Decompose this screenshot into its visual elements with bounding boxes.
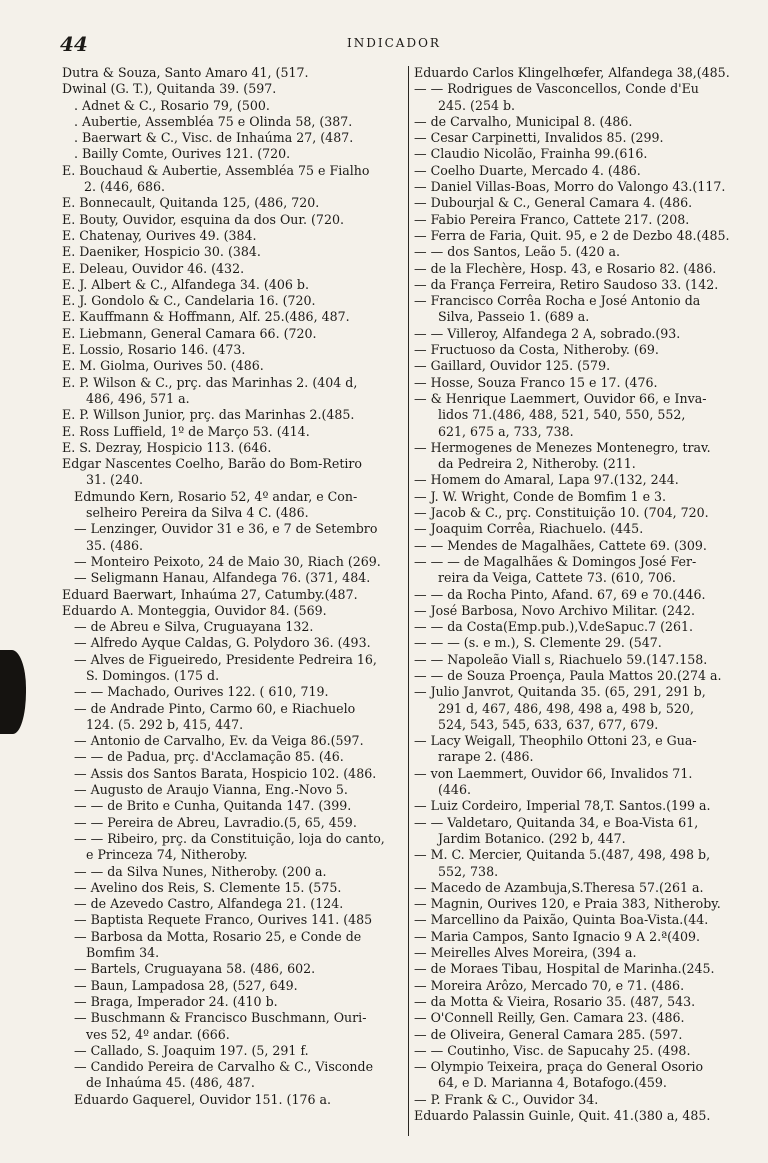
directory-entry-line: — — — (s. e m.), S. Clemente 29. (547. [414, 635, 662, 651]
directory-entry-line: reira da Veiga, Cattete 73. (610, 706. [438, 570, 676, 586]
directory-entry-line: — Julio Janvrot, Quitanda 35. (65, 291, 291 b, [414, 684, 706, 700]
directory-entry-line: — — da Rocha Pinto, Afand. 67, 69 e 70.(446. [414, 586, 706, 602]
directory-entry-line: — Hosse, Souza Franco 15 e 17. (476. [414, 374, 658, 390]
directory-entry-line: — Callado, S. Joaquim 197. (5, 291 f. [74, 1042, 309, 1058]
directory-entry-line: — Olympio Teixeira, praça do General Osorio [414, 1059, 704, 1075]
directory-entry-line: — — da Silva Nunes, Nitheroby. (200 a. [74, 863, 327, 879]
directory-entry-line: — J. W. Wright, Conde de Bomfim 1 e 3. [414, 488, 667, 504]
directory-entry-line: — Marcellino da Paixão, Quinta Boa-Vista.(44. [414, 912, 709, 928]
directory-entry-line: 621, 675 a, 733, 738. [438, 423, 574, 439]
directory-entry-line: — — de Brito e Cunha, Quitanda 147. (399. [74, 798, 352, 814]
directory-entry-line: E. Chatenay, Ourives 49. (384. [62, 227, 257, 243]
directory-entry-line: . Baerwart & C., Visc. de Inhaúma 27, (487. [74, 130, 354, 146]
directory-entry-line: de Inhaúma 45. (486, 487. [86, 1075, 255, 1091]
directory-entry-line: 124. (5. 292 b, 415, 447. [86, 716, 244, 732]
directory-entry-line: — — de Padua, prç. d'Acclamação 85. (46. [74, 749, 344, 765]
directory-entry-line: — Ferra de Faria, Quit. 95, e 2 de Dezbo 48.(485. [414, 227, 730, 243]
directory-entry-line: — Buschmann & Francisco Buschmann, Ouri- [74, 1010, 367, 1026]
directory-entry-line: — Avelino dos Reis, S. Clemente 15. (575. [74, 879, 342, 895]
directory-entry-line: . Adnet & C., Rosario 79, (500. [74, 97, 270, 113]
directory-entry-line: Eduard Baerwart, Inhaúma 27, Catumby.(487. [62, 586, 358, 602]
directory-entry-line: — Candido Pereira de Carvalho & C., Visconde [74, 1059, 374, 1075]
directory-entry-line: (446. [438, 782, 471, 798]
directory-entry-line: 552, 738. [438, 863, 499, 879]
directory-entry-line: — de Moraes Tibau, Hospital de Marinha.(245. [414, 961, 715, 977]
directory-entry-line: — von Laemmert, Ouvidor 66, Invalidos 71. [414, 765, 693, 781]
directory-entry-line: — Cesar Carpinetti, Invalidos 85. (299. [414, 130, 664, 146]
directory-entry-line: — O'Connell Reilly, Gen. Camara 23. (486. [414, 1010, 685, 1026]
directory-entry-line: lidos 71.(486, 488, 521, 540, 550, 552, [438, 407, 686, 423]
directory-entry-line: Eduardo Gaquerel, Ouvidor 151. (176 a. [74, 1091, 331, 1107]
directory-entry-line: — — Pereira de Abreu, Lavradio.(5, 65, 459. [74, 814, 357, 830]
directory-entry-line: e Princeza 74, Nitheroby. [86, 847, 248, 863]
directory-entry-line: da Pedreira 2, Nitheroby. (211. [438, 456, 636, 472]
directory-entry-line: E. Daeniker, Hospicio 30. (384. [62, 244, 261, 260]
directory-entry-line: — Baptista Requete Franco, Ourives 141. (485 [74, 912, 373, 928]
directory-entry-line: 524, 543, 545, 633, 637, 677, 679. [438, 716, 659, 732]
directory-entry-line: — de Carvalho, Municipal 8. (486. [414, 113, 633, 129]
directory-entry-line: — Braga, Imperador 24. (410 b. [74, 993, 278, 1009]
directory-entry-line: E. M. Giolma, Ourives 50. (486. [62, 358, 264, 374]
directory-entry-line: Bomfim 34. [86, 945, 160, 961]
directory-entry-line: rarape 2. (486. [438, 749, 534, 765]
directory-entry-line: — Luiz Cordeiro, Imperial 78,T. Santos.(199 a. [414, 798, 711, 814]
directory-entry-line: — Augusto de Araujo Vianna, Eng.-Novo 5. [74, 782, 348, 798]
directory-entry-line: ves 52, 4º andar. (666. [86, 1026, 230, 1042]
directory-entry-line: — Seligmann Hanau, Alfandega 76. (371, 484. [74, 570, 371, 586]
directory-entry-line: — — Ribeiro, prç. da Constituição, loja do canto, [74, 830, 385, 846]
directory-entry-line: — da França Ferreira, Retiro Saudoso 33. (142. [414, 276, 719, 292]
ink-blot-mark [0, 650, 26, 734]
directory-entry-line: — Gaillard, Ouvidor 125. (579. [414, 358, 611, 374]
directory-entry-line: — Bartels, Cruguayana 58. (486, 602. [74, 961, 316, 977]
directory-entry-line: — — da Costa(Emp.pub.),V.deSapuc.7 (261. [414, 619, 694, 635]
directory-entry-line: — Dubourjal & C., General Camara 4. (486. [414, 195, 693, 211]
directory-entry-line: . Bailly Comte, Ourives 121. (720. [74, 146, 291, 162]
page-header [60, 32, 728, 54]
directory-entry-line: — & Henrique Laemmert, Ouvidor 66, e Inva- [414, 390, 707, 406]
directory-entry-line: E. Kauffmann & Hoffmann, Alf. 25.(486, 487. [62, 309, 350, 325]
directory-entry-line: E. J. Gondolo & C., Candelaria 16. (720. [62, 293, 316, 309]
directory-entry-line: — da Motta & Vieira, Rosario 35. (487, 543. [414, 993, 696, 1009]
directory-entry-line: 245. (254 b. [438, 97, 516, 113]
directory-entry-line: selheiro Pereira da Silva 4 C. (486. [86, 505, 309, 521]
directory-entry-line: . Aubertie, Assembléa 75 e Olinda 58, (387. [74, 113, 353, 129]
directory-entry-line: E. Ross Luffield, 1º de Março 53. (414. [62, 423, 310, 439]
directory-entry-line: Jardim Botanico. (292 b, 447. [438, 830, 626, 846]
directory-entry-line: — Fructuoso da Costa, Nitheroby. (69. [414, 342, 659, 358]
directory-entry-line: — Lacy Weigall, Theophilo Ottoni 23, e Gua- [414, 733, 697, 749]
directory-entry-line: Dutra & Souza, Santo Amaro 41, (517. [62, 65, 309, 80]
directory-entry-line: 2. (446, 686. [84, 179, 166, 195]
directory-entry-line: — Claudio Nicolão, Frainha 99.(616. [414, 146, 648, 162]
directory-entry-line: E. Bouty, Ouvidor, esquina da dos Our. (720. [62, 211, 344, 227]
directory-entry-line: — — — de Magalhães & Domingos José Fer- [414, 553, 697, 569]
directory-entry-line: — Maria Campos, Santo Ignacio 9 A 2.ª(409. [414, 928, 701, 944]
column-divider [408, 66, 409, 1136]
directory-entry-line: — Baun, Lampadosa 28, (527, 649. [74, 977, 298, 993]
directory-entry-line: — Monteiro Peixoto, 24 de Maio 30, Riach (269. [74, 553, 381, 569]
directory-entry-line: Silva, Passeio 1. (689 a. [438, 309, 590, 325]
page-number: 44 [60, 32, 88, 56]
directory-entry-line: — de Oliveira, General Camara 285. (597. [414, 1026, 683, 1042]
directory-entry-line: — de la Flechère, Hosp. 43, e Rosario 82. (486. [414, 260, 717, 276]
directory-entry-line: — de Andrade Pinto, Carmo 60, e Riachuelo [74, 700, 356, 716]
directory-entry-line: — — Valdetaro, Quitanda 34, e Boa-Vista 61, [414, 814, 699, 830]
directory-entry-line: E. Liebmann, General Camara 66. (720. [62, 325, 317, 341]
directory-entry-line: — Coelho Duarte, Mercado 4. (486. [414, 162, 641, 178]
directory-entry-line: E. P. Wilson & C., prç. das Marinhas 2. (404 d, [62, 374, 358, 390]
directory-entry-line: E. Lossio, Rosario 146. (473. [62, 342, 246, 358]
directory-entry-line: — Magnin, Ourives 120, e Praia 383, Nitheroby. [414, 896, 721, 912]
directory-entry-line: Eduardo Carlos Klingelhœfer, Alfandega 38,(485. [414, 65, 730, 80]
directory-entry-line: — Fabio Pereira Franco, Cattete 217. (208. [414, 211, 690, 227]
directory-entry-line: 486, 496, 571 a. [86, 390, 190, 406]
directory-entry-line: — Barbosa da Motta, Rosario 25, e Conde de [74, 928, 362, 944]
directory-entry-line: — Joaquim Corrêa, Riachuelo. (445. [414, 521, 644, 537]
directory-entry-line: — — Rodrigues de Vasconcellos, Conde d'Eu [414, 81, 699, 97]
directory-entry-line: — Alfredo Ayque Caldas, G. Polydoro 36. (493. [74, 635, 371, 651]
directory-entry-line: — — Machado, Ourives 122. ( 610, 719. [74, 684, 329, 700]
directory-entry-line: — Hermogenes de Menezes Montenegro, trav. [414, 439, 711, 455]
directory-entry-line: — M. C. Mercier, Quitanda 5.(487, 498, 498 b, [414, 847, 711, 863]
directory-entry-line: 291 d, 467, 486, 498, 498 a, 498 b, 520, [438, 700, 694, 716]
directory-entry-line: — — de Souza Proença, Paula Mattos 20.(274 a. [414, 667, 722, 683]
directory-entry-line: E. Bouchaud & Aubertie, Assembléa 75 e Fialho [62, 162, 370, 178]
directory-entry-line: — — Coutinho, Visc. de Sapucahy 25. (498. [414, 1042, 691, 1058]
directory-entry-line: E. S. Dezray, Hospicio 113. (646. [62, 439, 272, 455]
directory-entry-line: S. Domingos. (175 d. [86, 667, 220, 683]
directory-entry-line: — Francisco Corrêa Rocha e José Antonio da [414, 293, 701, 309]
directory-entry-line: — — dos Santos, Leão 5. (420 a. [414, 244, 621, 260]
running-title: INDICADOR [347, 36, 441, 50]
directory-entry-line: E. Deleau, Ouvidor 46. (432. [62, 260, 245, 276]
directory-entry-line: — — Napoleão Viall s, Riachuelo 59.(147.158. [414, 651, 708, 667]
directory-entry-line: — Lenzinger, Ouvidor 31 e 36, e 7 de Setembro [74, 521, 378, 537]
directory-entry-line: — Homem do Amaral, Lapa 97.(132, 244. [414, 472, 679, 488]
directory-entry-line: Edmundo Kern, Rosario 52, 4º andar, e Con- [74, 488, 358, 504]
directory-entry-line: — Macedo de Azambuja,S.Theresa 57.(261 a. [414, 879, 704, 895]
directory-entry-line: Eduardo Palassin Guinle, Quit. 41.(380 a, 485. [414, 1108, 711, 1123]
directory-entry-line: — Daniel Villas-Boas, Morro do Valongo 43.(117. [414, 179, 726, 195]
directory-entry-line: — Moreira Arôzo, Mercado 70, e 71. (486. [414, 977, 685, 993]
directory-entry-line: E. P. Willson Junior, prç. das Marinhas 2.(485. [62, 407, 355, 423]
directory-entry-line: 31. (240. [86, 472, 143, 488]
directory-entry-line: 64, e D. Marianna 4, Botafogo.(459. [438, 1075, 667, 1091]
directory-entry-line: — Assis dos Santos Barata, Hospicio 102. (486. [74, 765, 377, 781]
directory-entry-line: — de Azevedo Castro, Alfandega 21. (124. [74, 896, 344, 912]
directory-entry-line: — Meirelles Alves Moreira, (394 a. [414, 945, 637, 961]
directory-entry-line: — P. Frank & C., Ouvidor 34. [414, 1091, 599, 1107]
directory-entry-line: Eduardo A. Monteggia, Ouvidor 84. (569. [62, 602, 327, 618]
directory-entry-line: — José Barbosa, Novo Archivo Militar. (242. [414, 602, 696, 618]
left-column [62, 65, 402, 1108]
directory-entry-line: — de Abreu e Silva, Cruguayana 132. [74, 619, 314, 635]
directory-entry-line: — — Mendes de Magalhães, Cattete 69. (309. [414, 537, 707, 553]
directory-entry-line: — Alves de Figueiredo, Presidente Pedreira 16, [74, 651, 377, 667]
directory-entry-line: E. J. Albert & C., Alfandega 34. (406 b. [62, 276, 309, 292]
directory-entry-line: E. Bonnecault, Quitanda 125, (486, 720. [62, 195, 320, 211]
directory-entry-line: — Jacob & C., prç. Constituição 10. (704, 720. [414, 505, 709, 521]
directory-entry-line: — Antonio de Carvalho, Ev. da Veiga 86.(597. [74, 733, 364, 749]
right-column [414, 65, 742, 1124]
directory-entry-line: Edgar Nascentes Coelho, Barão do Bom-Retiro [62, 456, 363, 472]
directory-entry-line: 35. (486. [86, 537, 143, 553]
directory-entry-line: Dwinal (G. T.), Quitanda 39. (597. [62, 81, 277, 97]
directory-entry-line: — — Villeroy, Alfandega 2 A, sobrado.(93. [414, 325, 681, 341]
